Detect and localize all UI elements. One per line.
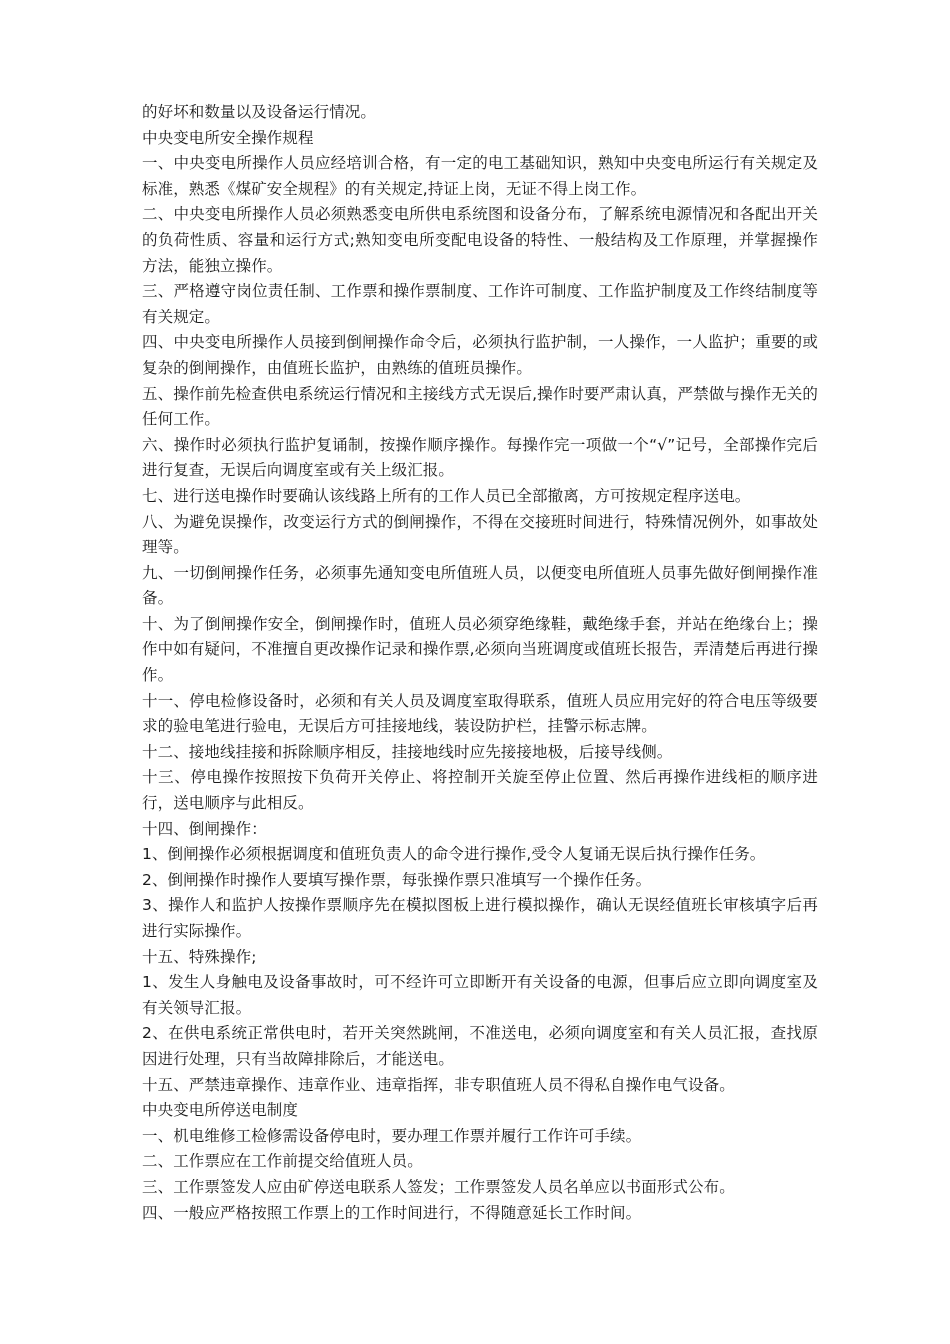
text-paragraph: 的好坏和数量以及设备运行情况。 [142, 103, 377, 121]
text-paragraph: 四、一般应严格按照工作票上的工作时间进行，不得随意延长工作时间。 [142, 1203, 642, 1222]
text-paragraph: 十一、停电检修设备时，必须和有关人员及调度室取得联系，值班人员应用完好的符合电压等级要求的验电笔进行验电，无误后方可挂接地线，装设防护栏，挂警示标志牌。 [142, 691, 818, 736]
text-paragraph: 二、工作票应在工作前提交给值班人员。 [142, 1152, 423, 1171]
text-paragraph: 二、中央变电所操作人员必须熟悉变电所供电系统图和设备分布，了解系统电源情况和各配出开关的负荷性质、容量和运行方式;熟知变电所变配电设备的特性、一般结构及工作原理，并掌握操作方法，能独立操作。 [142, 205, 818, 275]
text-paragraph: 五、操作前先检查供电系统运行情况和主接线方式无误后,操作时要严肃认真，严禁做与操作无关的任何工作。 [142, 384, 818, 429]
text-paragraph: 七、进行送电操作时要确认该线路上所有的工作人员已全部撤离，方可按规定程序送电。 [142, 486, 751, 505]
text-paragraph: 十三、停电操作按照按下负荷开关停止、将控制开关旋至停止位置、然后再操作进线柜的顺序进行，送电顺序与此相反。 [142, 768, 818, 813]
text-paragraph: 1、发生人身触电及设备事故时，可不经许可立即断开有关设备的电源，但事后应立即向调度室及有关领导汇报。 [142, 973, 818, 1017]
text-paragraph: 六、操作时必须执行监护复诵制，按操作顺序操作。每操作完一项做一个“√”记号，全部操作完后进行复查，无误后向调度室或有关上级汇报。 [142, 435, 818, 480]
text-paragraph: 四、中央变电所操作人员接到倒闸操作命令后，必须执行监护制，一人操作，一人监护；重要的或复杂的倒闸操作，由值班长监护，由熟练的值班员操作。 [142, 333, 818, 377]
section-heading-power-system: 中央变电所停送电制度 [142, 1101, 299, 1120]
text-paragraph: 3、操作人和监护人按操作票顺序先在模拟图板上进行模拟操作，确认无误经值班长审核填字后再进行实际操作。 [142, 896, 818, 940]
text-paragraph: 2、倒闸操作时操作人要填写操作票，每张操作票只准填写一个操作任务。 [142, 870, 652, 889]
text-paragraph: 三、工作票签发人应由矿停送电联系人签发；工作票签发人员名单应以书面形式公布。 [142, 1177, 735, 1196]
text-paragraph: 八、为避免误操作，改变运行方式的倒闸操作，不得在交接班时间进行，特殊情况例外，如事故处理等。 [142, 512, 818, 557]
section-heading-safety-rules: 中央变电所安全操作规程 [142, 128, 314, 147]
text-paragraph: 2、在供电系统正常供电时，若开关突然跳闸，不准送电，必须向调度室和有关人员汇报，查找原因进行处理，只有当故障排除后，才能送电。 [142, 1024, 818, 1068]
text-paragraph: 一、中央变电所操作人员应经培训合格，有一定的电工基础知识，熟知中央变电所运行有关规定及标准，熟悉《煤矿安全规程》的有关规定,持证上岗，无证不得上岗工作。 [142, 154, 818, 198]
text-paragraph: 1、倒闸操作必须根据调度和值班负责人的命令进行操作,受令人复诵无误后执行操作任务。 [142, 845, 766, 864]
text-paragraph: 一、机电维修工检修需设备停电时，要办理工作票并履行工作许可手续。 [142, 1126, 642, 1145]
text-paragraph: 三、严格遵守岗位责任制、工作票和操作票制度、工作许可制度、工作监护制度及工作终结制度等有关规定。 [142, 282, 818, 326]
text-paragraph: 十五、特殊操作; [142, 947, 257, 966]
text-paragraph: 十、为了倒闸操作安全，倒闸操作时，值班人员必须穿绝缘鞋，戴绝缘手套，并站在绝缘台上；操作中如有疑问，不准擅自更改操作记录和操作票,必须向当班调度或值班长报告，弄清楚后再进行操作。 [142, 614, 818, 685]
text-paragraph: 十五、严禁违章操作、违章作业、违章指挥，非专职值班人员不得私自操作电气设备。 [142, 1075, 735, 1094]
document-body [142, 100, 818, 1226]
text-paragraph: 十四、倒闸操作： [142, 819, 267, 838]
text-paragraph: 十二、接地线挂接和拆除顺序相反，挂接地线时应先接接地极，后接导线侧。 [142, 742, 673, 761]
text-paragraph: 九、一切倒闸操作任务，必须事先通知变电所值班人员，以便变电所值班人员事先做好倒闸操作准备。 [142, 563, 818, 608]
